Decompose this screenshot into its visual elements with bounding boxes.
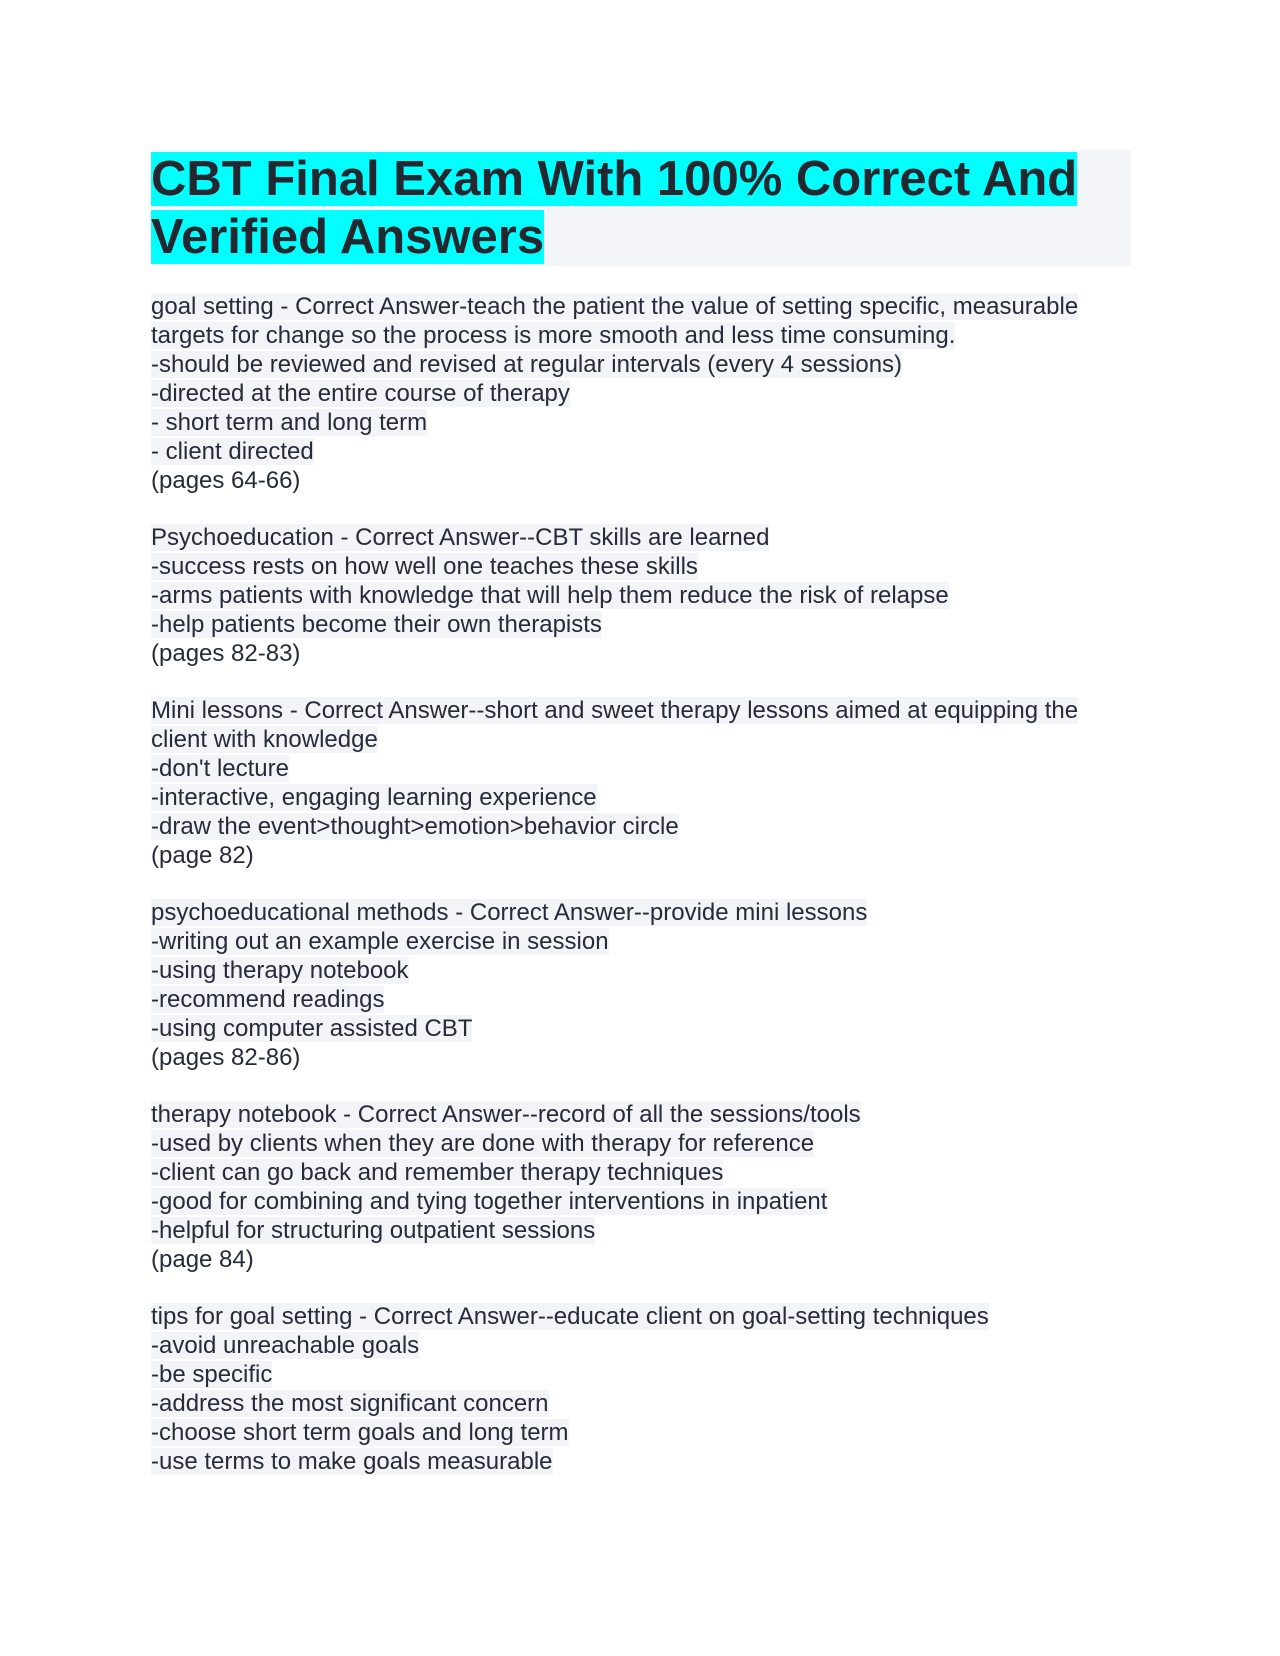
entry-text: goal setting - Correct Answer-teach the patient the value of setting specific, measurable (151, 293, 1079, 320)
entry-line (151, 379, 1131, 408)
page-reference-text: (page 84) (151, 1246, 254, 1273)
entry-line (151, 927, 1131, 956)
entry-line (151, 1389, 1131, 1418)
qa-entry-psychoeducation (151, 523, 1131, 668)
entry-text: client with knowledge (151, 726, 378, 753)
entry-line (151, 1100, 1131, 1129)
entry-text: -be specific (151, 1361, 273, 1388)
entry-line (151, 956, 1131, 985)
qa-entry-goal-setting (151, 292, 1131, 495)
entry-text: -draw the event>thought>emotion>behavior circle (151, 813, 679, 840)
entry-text: -address the most significant concern (151, 1390, 549, 1417)
entry-line (151, 437, 1131, 466)
entry-text: -using computer assisted CBT (151, 1015, 473, 1042)
entry-text: therapy notebook - Correct Answer--record of all the sessions/tools (151, 1101, 861, 1128)
entry-line (151, 754, 1131, 783)
entry-line (151, 610, 1131, 639)
entry-text: -good for combining and tying together interventions in inpatient (151, 1188, 828, 1215)
entry-line (151, 552, 1131, 581)
entry-line (151, 725, 1131, 754)
entry-line (151, 581, 1131, 610)
entry-text: -used by clients when they are done with therapy for reference (151, 1130, 815, 1157)
document-title (151, 150, 1131, 266)
entry-line (151, 1216, 1131, 1245)
entry-text: -arms patients with knowledge that will help them reduce the risk of relapse (151, 582, 949, 609)
qa-entry-psychoeducational-methods (151, 898, 1131, 1072)
entry-line (151, 898, 1131, 927)
entry-line (151, 1187, 1131, 1216)
entry-line (151, 985, 1131, 1014)
qa-entry-therapy-notebook (151, 1100, 1131, 1274)
page-reference (151, 841, 1131, 870)
entry-line (151, 321, 1131, 350)
title-block (151, 150, 1131, 266)
entry-line (151, 1331, 1131, 1360)
entry-text: psychoeducational methods - Correct Answer--provide mini lessons (151, 899, 868, 926)
entry-text: -don't lecture (151, 755, 289, 782)
entry-text: -avoid unreachable goals (151, 1332, 420, 1359)
page-reference-text: (pages 82-86) (151, 1044, 301, 1071)
entry-text: tips for goal setting - Correct Answer--educate client on goal-setting techniques (151, 1303, 989, 1330)
entry-text: -help patients become their own therapists (151, 611, 602, 638)
entry-text: -interactive, engaging learning experience (151, 784, 597, 811)
entry-text: -recommend readings (151, 986, 385, 1013)
entry-text: - short term and long term (151, 409, 428, 436)
entry-line (151, 1129, 1131, 1158)
document-page (151, 150, 1131, 1504)
entry-line (151, 1447, 1131, 1476)
entry-line (151, 812, 1131, 841)
page-reference (151, 466, 1131, 495)
entry-text: -using therapy notebook (151, 957, 409, 984)
entry-line (151, 1360, 1131, 1389)
qa-entry-mini-lessons (151, 696, 1131, 870)
title-line-1: CBT Final Exam With 100% Correct And (151, 152, 1078, 206)
entry-text: -writing out an example exercise in session (151, 928, 609, 955)
entry-text: -choose short term goals and long term (151, 1419, 569, 1446)
entry-text: -should be reviewed and revised at regular intervals (every 4 sessions) (151, 351, 903, 378)
entry-line (151, 408, 1131, 437)
page-reference (151, 1245, 1131, 1274)
entry-line (151, 1158, 1131, 1187)
qa-entry-tips-for-goal-setting (151, 1302, 1131, 1476)
entry-line (151, 523, 1131, 552)
entry-text: targets for change so the process is more smooth and less time consuming. (151, 322, 956, 349)
entry-line (151, 1302, 1131, 1331)
entry-line (151, 350, 1131, 379)
entry-line (151, 783, 1131, 812)
entry-text: Psychoeducation - Correct Answer--CBT skills are learned (151, 524, 770, 551)
entry-text: - client directed (151, 438, 314, 465)
page-reference (151, 1043, 1131, 1072)
entry-text: -directed at the entire course of therapy (151, 380, 570, 407)
page-reference (151, 639, 1131, 668)
page-reference-text: (page 82) (151, 842, 254, 869)
entry-line (151, 1418, 1131, 1447)
entry-line (151, 292, 1131, 321)
title-line-2: Verified Answers (151, 210, 545, 264)
entry-text: -helpful for structuring outpatient sessions (151, 1217, 596, 1244)
entry-line (151, 1014, 1131, 1043)
entry-line (151, 696, 1131, 725)
entry-text: Mini lessons - Correct Answer--short and sweet therapy lessons aimed at equipping the (151, 697, 1079, 724)
entry-text: -use terms to make goals measurable (151, 1448, 553, 1475)
entry-text: -success rests on how well one teaches these skills (151, 553, 698, 580)
entry-text: -client can go back and remember therapy techniques (151, 1159, 724, 1186)
page-reference-text: (pages 64-66) (151, 467, 301, 494)
page-reference-text: (pages 82-83) (151, 640, 301, 667)
